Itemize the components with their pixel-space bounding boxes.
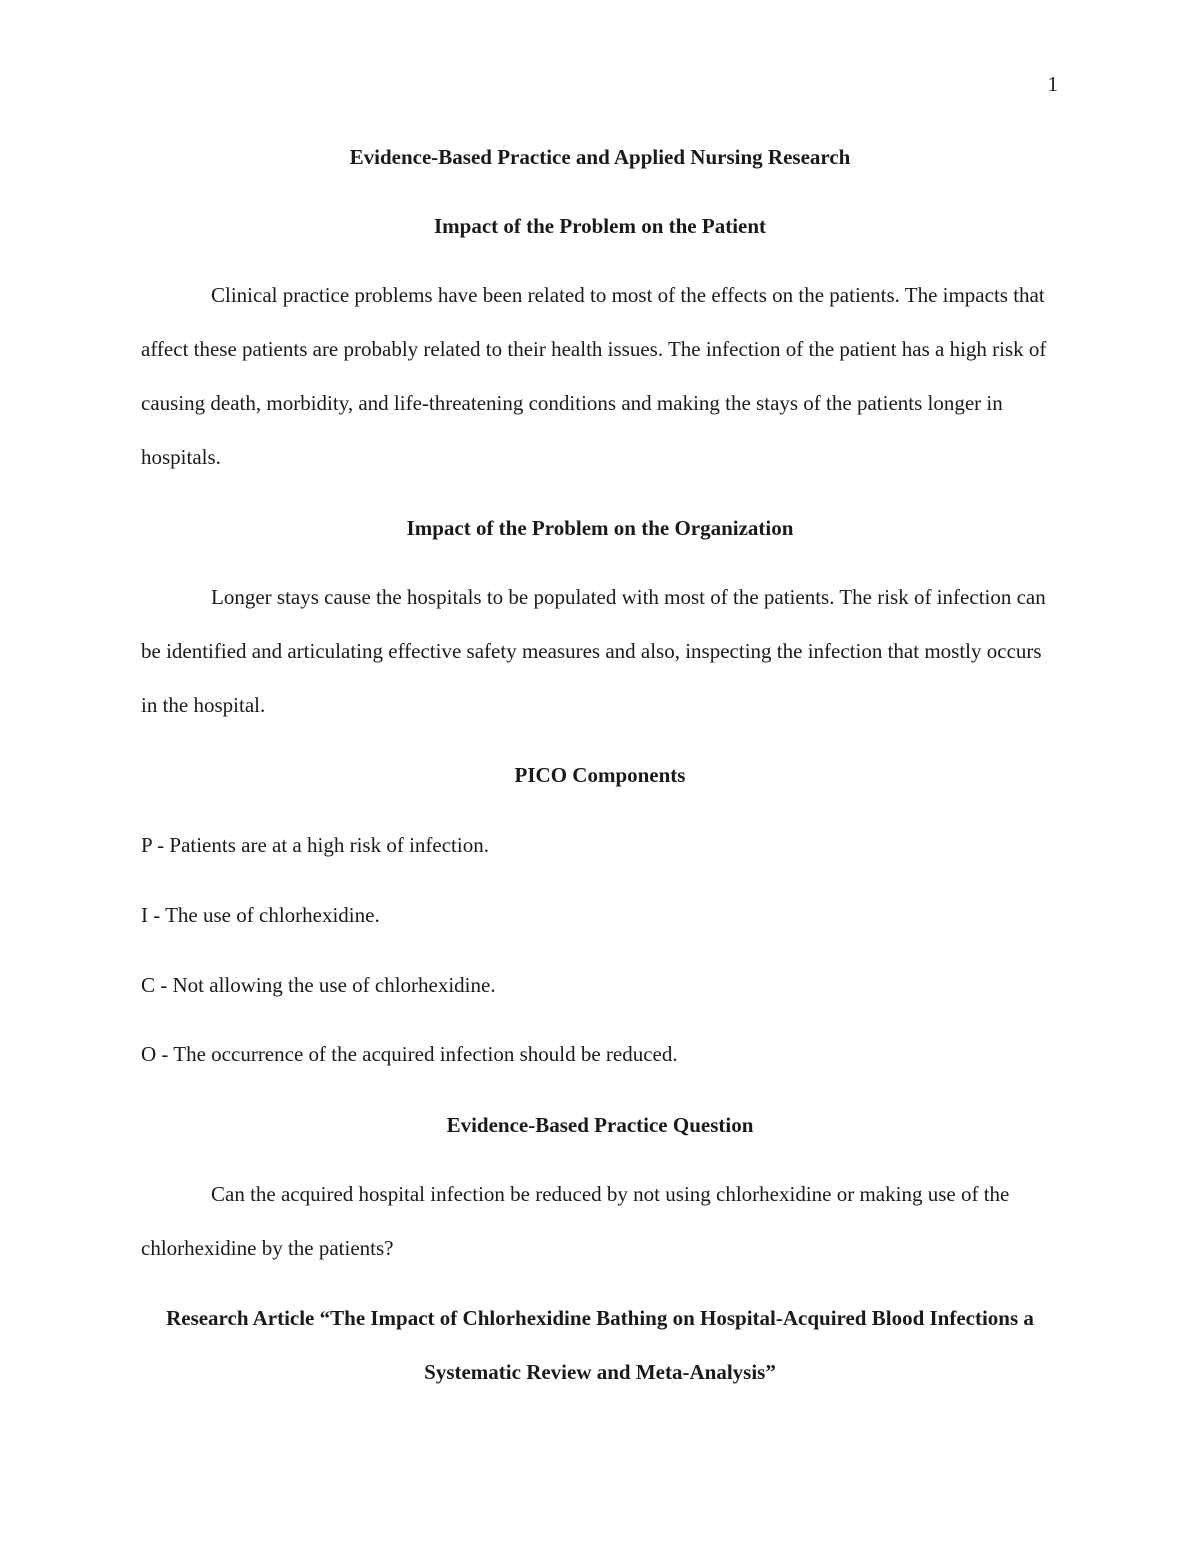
heading-ebp-question: Evidence-Based Practice Question [446, 1113, 754, 1137]
pico-item-p: P - Patients are at a high risk of infection. [141, 833, 489, 857]
heading-impact-patient: Impact of the Problem on the Patient [433, 214, 767, 238]
page-number: 1 [1047, 72, 1058, 96]
paragraph-impact-organization: Longer stays cause the hospitals to be populated with most of the patients. The risk of infection can be identified and articulating effective safety measures and also, inspecting the infection that mostly occurs in the hospital. [141, 585, 1046, 717]
paragraph-impact-patient: Clinical practice problems have been related to most of the effects on the patients. The impacts that affect these patients are probably related to their health issues. The infection of the patient has a high risk of causing death, morbidity, and life-threatening conditions and making the stays of the patients longer in hospitals. [141, 283, 1047, 469]
pico-item-o: O - The occurrence of the acquired infection should be reduced. [141, 1042, 678, 1066]
heading-impact-organization: Impact of the Problem on the Organization [406, 516, 794, 540]
research-article-heading: Research Article “The Impact of Chlorhexidine Bathing on Hospital-Acquired Blood Infections a Systematic Review and Meta-Analysis” [166, 1306, 1034, 1384]
paragraph-ebp-question: Can the acquired hospital infection be reduced by not using chlorhexidine or making use of the chlorhexidine by the patients? [141, 1182, 1010, 1260]
pico-item-i: I - The use of chlorhexidine. [141, 903, 380, 927]
heading-pico: PICO Components [514, 763, 686, 787]
pico-item-c: C - Not allowing the use of chlorhexidine. [141, 973, 496, 997]
document-title: Evidence-Based Practice and Applied Nursing Research [349, 145, 851, 169]
